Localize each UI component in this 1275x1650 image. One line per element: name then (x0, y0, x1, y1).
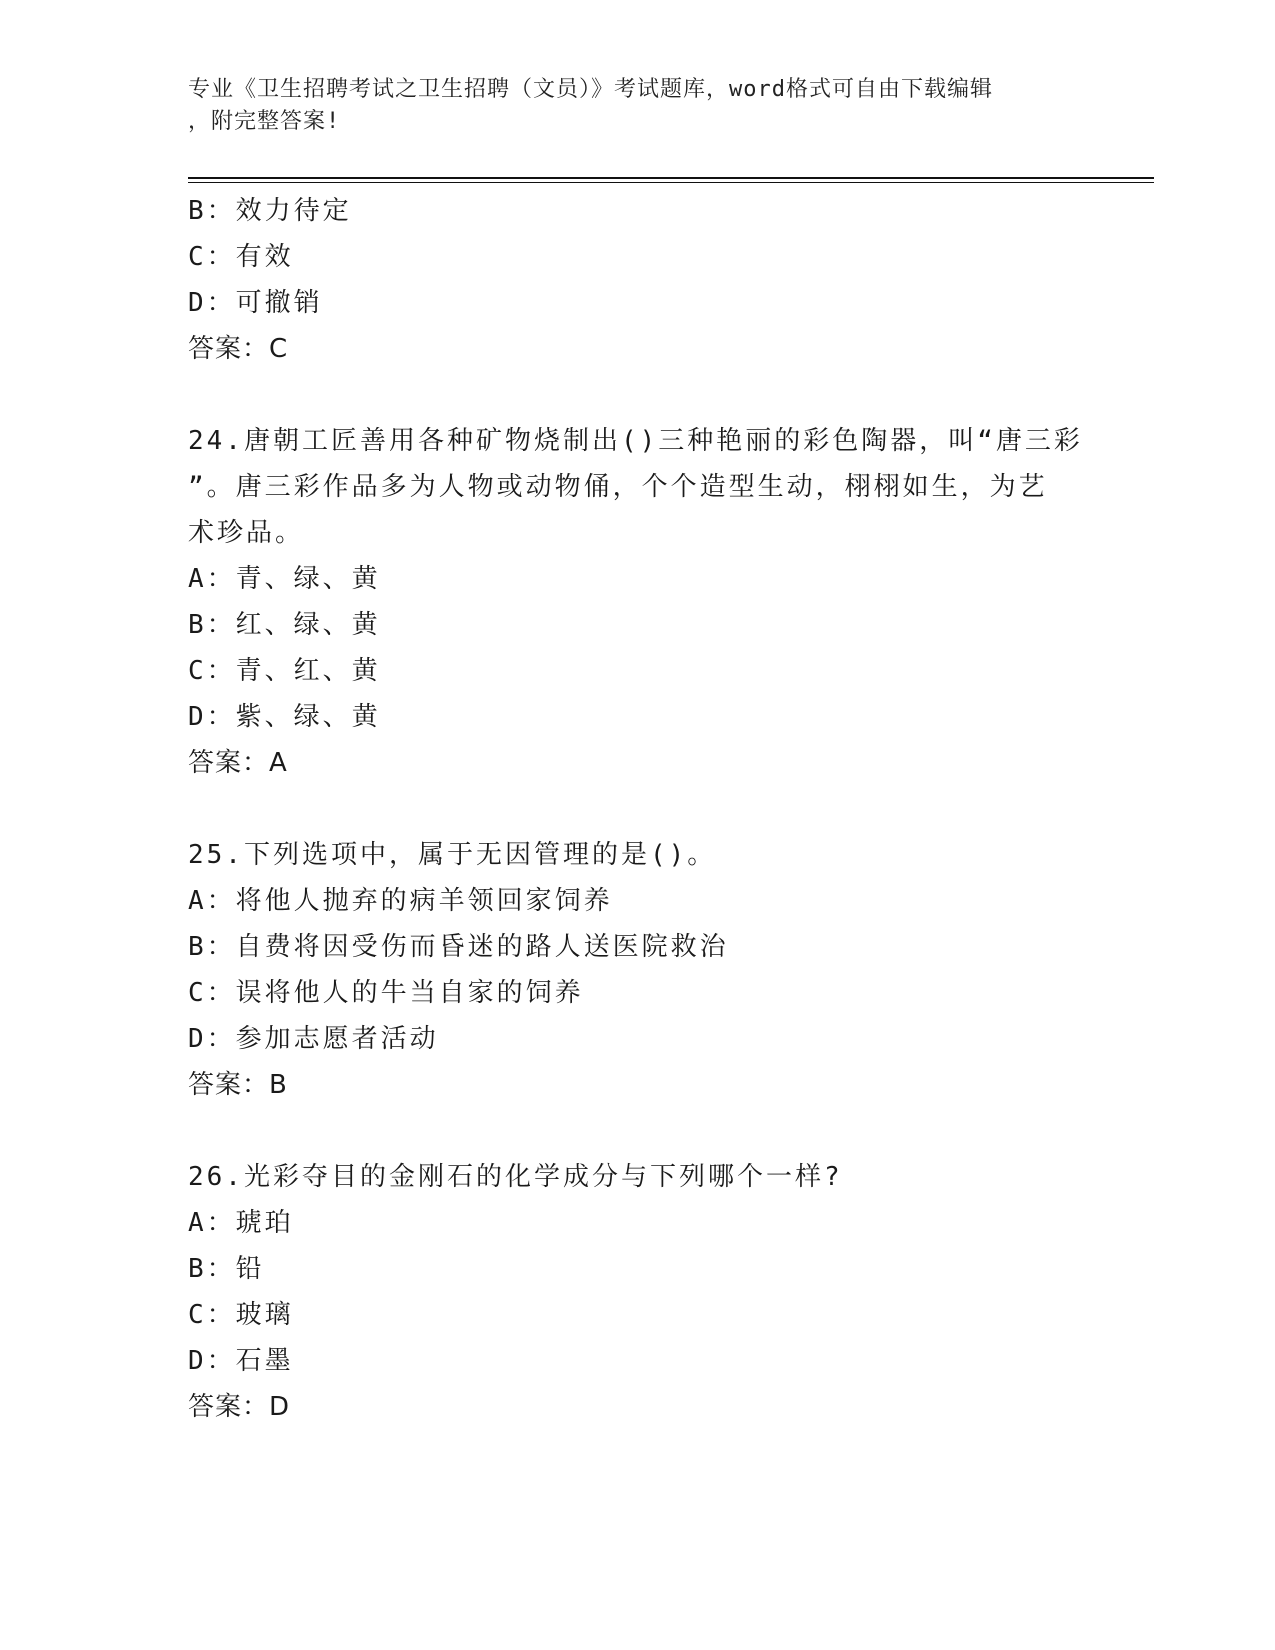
spacer (188, 372, 1088, 418)
header-divider-thin (188, 182, 1154, 183)
question-block-24 (188, 418, 1088, 786)
option-a: A：将他人抛弃的病羊领回家饲养 (188, 886, 613, 916)
question-text-line: 26.光彩夺目的金刚石的化学成分与下列哪个一样? (188, 1162, 843, 1192)
option-b: B：自费将因受伤而昏迷的路人送医院救治 (188, 932, 729, 962)
question-block-25 (188, 832, 1088, 1108)
option-b: B：铅 (188, 1254, 265, 1284)
option-a: A：青、绿、黄 (188, 564, 381, 594)
option-c: C：青、红、黄 (188, 656, 381, 686)
header-divider-thick (188, 177, 1154, 179)
option-d: D：参加志愿者活动 (188, 1024, 439, 1054)
question-block-23 (188, 188, 1088, 372)
answer-line: 答案：D (188, 1392, 291, 1422)
question-text-line: 25.下列选项中，属于无因管理的是()。 (188, 840, 717, 870)
option-d: D：紫、绿、黄 (188, 702, 381, 732)
header-line-1: 专业《卫生招聘考试之卫生招聘（文员）》考试题库，word格式可自由下载编辑 (188, 77, 993, 102)
option-b: B：效力待定 (188, 196, 352, 226)
option-a: A：琥珀 (188, 1208, 294, 1238)
header-line-2: ，附完整答案! (188, 109, 341, 134)
question-text-line: ”。唐三彩作品多为人物或动物俑，个个造型生动，栩栩如生，为艺 (188, 472, 1048, 502)
question-block-26 (188, 1154, 1088, 1430)
spacer (188, 1108, 1088, 1154)
question-text-line: 术珍品。 (188, 518, 305, 548)
answer-line: 答案：C (188, 334, 289, 364)
option-c: C：玻璃 (188, 1300, 294, 1330)
spacer (188, 786, 1088, 832)
question-list (188, 188, 1088, 1430)
option-d: D：石墨 (188, 1346, 294, 1376)
option-c: C：误将他人的牛当自家的饲养 (188, 978, 584, 1008)
answer-line: 答案：B (188, 1070, 288, 1100)
option-c: C：有效 (188, 242, 294, 272)
document-header (188, 74, 1068, 138)
question-text-line: 24.唐朝工匠善用各种矿物烧制出()三种艳丽的彩色陶器，叫“唐三彩 (188, 426, 1083, 456)
option-d: D：可撤销 (188, 288, 323, 318)
answer-line: 答案：A (188, 748, 288, 778)
option-b: B：红、绿、黄 (188, 610, 381, 640)
